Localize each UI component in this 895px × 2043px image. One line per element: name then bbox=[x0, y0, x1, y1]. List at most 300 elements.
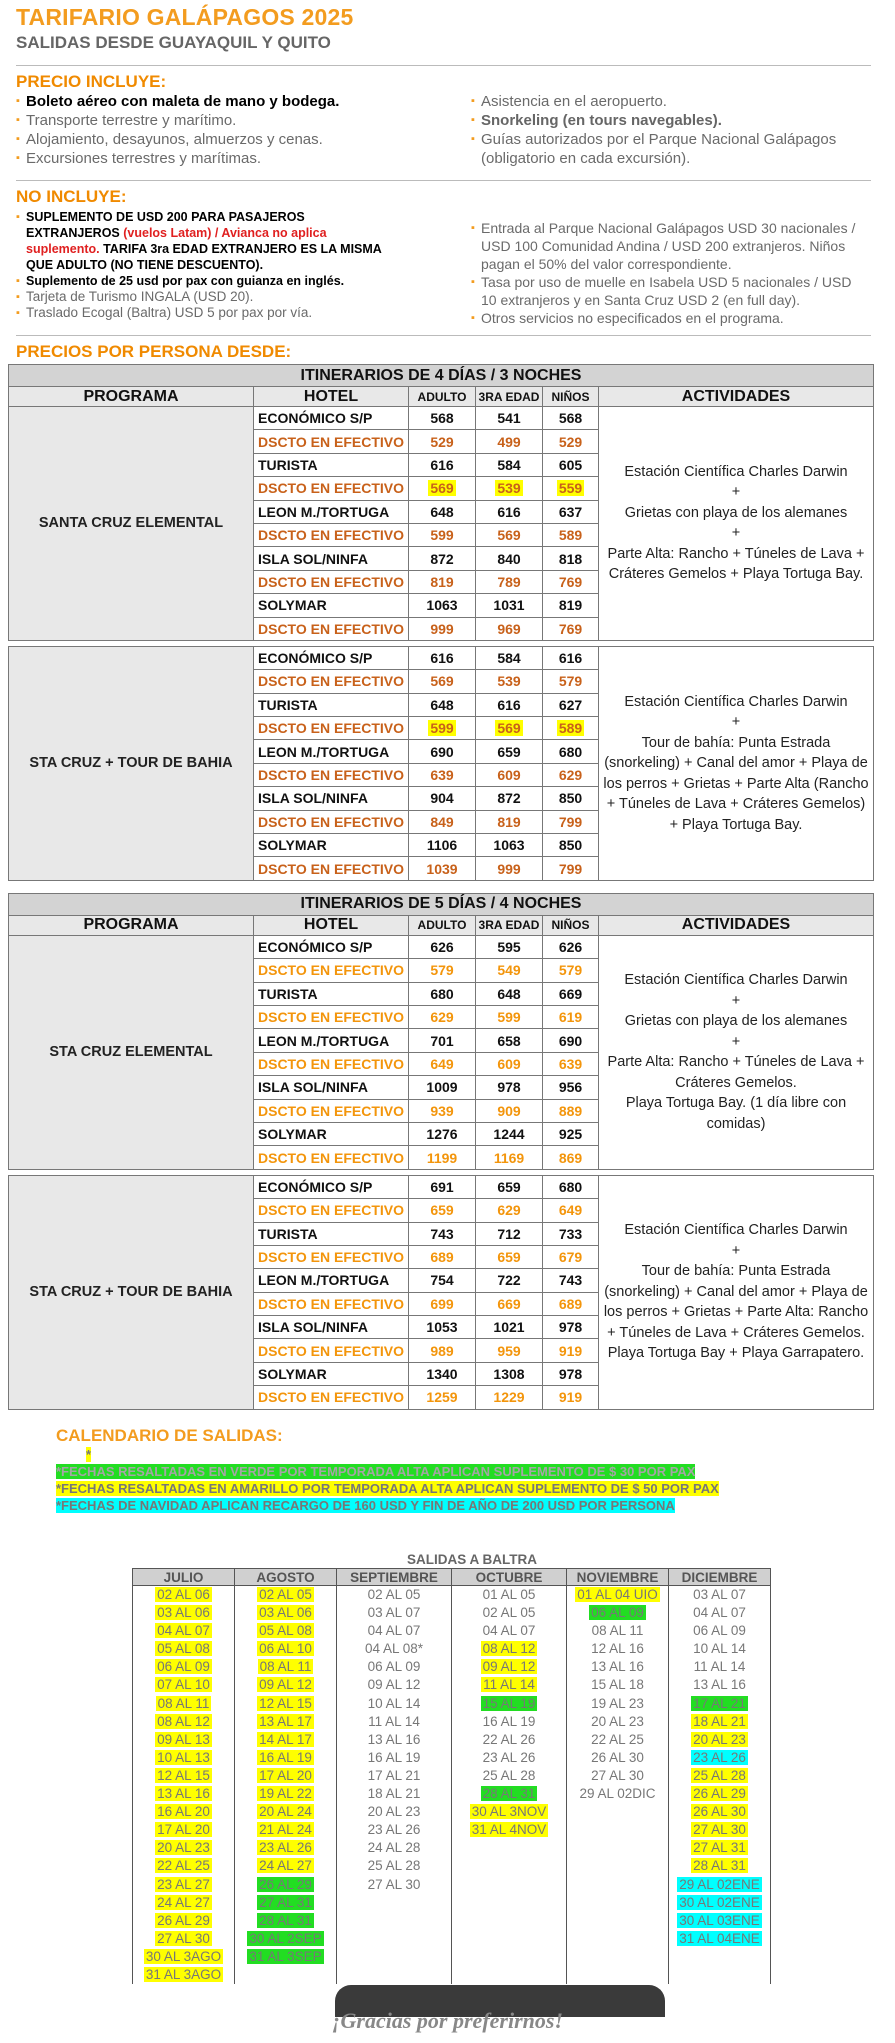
month-column-julio bbox=[133, 1568, 235, 1984]
date-range: 25 AL 28 bbox=[693, 1767, 746, 1783]
price-value: 925 bbox=[558, 1126, 583, 1143]
programa-cell: SANTA CRUZ ELEMENTAL bbox=[9, 407, 254, 641]
ninos-price bbox=[543, 1316, 599, 1339]
date-range: 23 AL 26 bbox=[693, 1749, 746, 1765]
date-cell bbox=[452, 1767, 566, 1785]
date-range: 08 AL 11 bbox=[259, 1659, 312, 1675]
tercera-edad-price bbox=[476, 717, 543, 740]
hotel-cell: LEON M./TORTUGA bbox=[254, 500, 409, 523]
date-range: 29 AL 02DIC bbox=[579, 1786, 656, 1802]
actividad-line: + bbox=[731, 525, 741, 542]
ninos-price bbox=[543, 1146, 599, 1169]
adulto-price bbox=[409, 1269, 476, 1292]
date-range: 11 AL 14 bbox=[483, 1677, 535, 1693]
date-range: 10 AL 14 bbox=[367, 1695, 421, 1711]
date-range: 31 AL 3SEP bbox=[249, 1948, 322, 1964]
date-cell bbox=[133, 1876, 234, 1894]
tercera-edad-price bbox=[476, 834, 543, 857]
hotel-cell: TURISTA bbox=[254, 693, 409, 716]
list-item: ▪ Guías autorizados por el Parque Nacional Galápagos (obligatorio en cada excursión). bbox=[471, 130, 861, 168]
actividad-line: Estación Científica Charles Darwin bbox=[624, 972, 848, 989]
price-value: 569 bbox=[497, 527, 521, 544]
actividad-line: + bbox=[731, 714, 741, 731]
date-range: 23 AL 26 bbox=[367, 1822, 421, 1838]
price-value: 818 bbox=[558, 550, 583, 567]
col-ninos: NIÑOS bbox=[543, 915, 599, 935]
ninos-price bbox=[543, 1005, 599, 1028]
ninos-price bbox=[543, 1245, 599, 1268]
date-range: 16 AL 20 bbox=[157, 1804, 210, 1820]
date-cell bbox=[235, 1839, 336, 1857]
adulto-price bbox=[409, 810, 476, 833]
price-value: 869 bbox=[558, 1149, 583, 1166]
month-column-octubre bbox=[452, 1568, 567, 1984]
date-cell bbox=[337, 1749, 451, 1767]
date-cell bbox=[235, 1586, 336, 1604]
hotel-cell: DSCTO EN EFECTIVO bbox=[254, 430, 409, 453]
tercera-edad-price bbox=[476, 1245, 543, 1268]
date-cell bbox=[669, 1857, 770, 1875]
hotel-cell: DSCTO EN EFECTIVO bbox=[254, 1199, 409, 1222]
tercera-edad-price bbox=[476, 453, 543, 476]
date-cell bbox=[337, 1604, 451, 1622]
date-range: 23 AL 26 bbox=[482, 1749, 536, 1765]
month-header: JULIO bbox=[133, 1568, 234, 1586]
programa-cell: STA CRUZ ELEMENTAL bbox=[9, 935, 254, 1169]
date-cell bbox=[235, 1604, 336, 1622]
precios-heading: PRECIOS POR PERSONA DESDE: bbox=[16, 342, 292, 361]
adulto-price bbox=[409, 453, 476, 476]
date-cell bbox=[567, 1767, 668, 1785]
actividad-line: Grietas con playa de los alemanes bbox=[624, 504, 848, 521]
hotel-cell: TURISTA bbox=[254, 982, 409, 1005]
ninos-price bbox=[543, 570, 599, 593]
hotel-cell: DSCTO EN EFECTIVO bbox=[254, 857, 409, 880]
date-cell bbox=[669, 1821, 770, 1839]
calendar-title: SALIDAS A BALTRA bbox=[407, 1552, 537, 1567]
date-range: 03 AL 07 bbox=[693, 1587, 746, 1602]
suplemento-text: SUPLEMENTO DE USD 200 PARA PASAJEROS EXTRANJEROS bbox=[26, 210, 305, 240]
date-cell bbox=[452, 1749, 566, 1767]
hotel-cell: ECONÓMICO S/P bbox=[254, 646, 409, 669]
price-value: 799 bbox=[558, 860, 583, 877]
price-value: 840 bbox=[497, 550, 521, 567]
price-value: 769 bbox=[558, 573, 583, 590]
date-cell bbox=[669, 1894, 770, 1912]
price-value: 579 bbox=[430, 962, 454, 979]
date-cell bbox=[133, 1821, 234, 1839]
date-range: 26 AL 30 bbox=[693, 1804, 746, 1820]
price-value: 1106 bbox=[426, 837, 458, 854]
list-item bbox=[16, 209, 396, 273]
date-cell bbox=[669, 1785, 770, 1803]
tercera-edad-price bbox=[476, 1316, 543, 1339]
date-cell bbox=[567, 1604, 668, 1622]
star-mark: * bbox=[86, 1446, 92, 1462]
table-row bbox=[9, 646, 874, 669]
actividad-line: Parte Alta: Rancho + Túneles de Lava + bbox=[607, 545, 865, 562]
date-range: 26 AL 29 bbox=[157, 1912, 210, 1928]
page-title: TARIFARIO GALÁPAGOS 2025 bbox=[16, 4, 354, 30]
date-range: 26 AL 29 bbox=[693, 1786, 746, 1802]
tercera-edad-price bbox=[476, 982, 543, 1005]
no-incluye-left-list bbox=[16, 209, 471, 327]
price-value: 639 bbox=[430, 767, 454, 784]
date-range: 19 AL 23 bbox=[591, 1695, 644, 1711]
tercera-edad-price bbox=[476, 1029, 543, 1052]
price-value: 1063 bbox=[426, 597, 458, 614]
price-value: 639 bbox=[558, 1055, 583, 1072]
hotel-cell: TURISTA bbox=[254, 1222, 409, 1245]
incluye-heading: PRECIO INCLUYE: bbox=[16, 72, 167, 91]
date-range: 23 AL 26 bbox=[259, 1840, 312, 1856]
price-value: 1244 bbox=[493, 1126, 525, 1143]
thanks-text: ¡Gracias por preferirnos! bbox=[331, 2008, 564, 2033]
price-value: 872 bbox=[430, 550, 454, 567]
programa-cell: STA CRUZ + TOUR DE BAHIA bbox=[9, 1175, 254, 1409]
adulto-price bbox=[409, 430, 476, 453]
date-cell bbox=[669, 1658, 770, 1676]
price-value: 1031 bbox=[493, 597, 525, 614]
date-cell bbox=[669, 1731, 770, 1749]
divider bbox=[16, 335, 871, 336]
adulto-price bbox=[409, 1199, 476, 1222]
date-cell bbox=[452, 1586, 566, 1604]
adulto-price bbox=[409, 763, 476, 786]
price-value: 659 bbox=[497, 1178, 521, 1195]
date-cell bbox=[235, 1912, 336, 1930]
date-cell bbox=[235, 1749, 336, 1767]
date-range: 09 AL 12 bbox=[367, 1677, 421, 1693]
col-adulto: ADULTO bbox=[409, 387, 476, 407]
price-value: 689 bbox=[558, 1295, 583, 1312]
date-range: 22 AL 25 bbox=[591, 1731, 644, 1747]
price-value: 850 bbox=[558, 837, 583, 854]
price-value: 850 bbox=[558, 790, 583, 807]
tercera-edad-price bbox=[476, 857, 543, 880]
ninos-price bbox=[543, 693, 599, 716]
date-range: 11 AL 14 bbox=[693, 1659, 746, 1675]
date-range: 12 AL 15 bbox=[157, 1767, 210, 1783]
month-column-diciembre bbox=[669, 1568, 771, 1984]
list-item: ▪ Traslado Ecogal (Baltra) USD 5 por pax por vía. bbox=[16, 305, 471, 321]
price-value: 626 bbox=[430, 939, 454, 955]
hotel-cell: ISLA SOL/NINFA bbox=[254, 547, 409, 570]
tercera-edad-price bbox=[476, 523, 543, 546]
tercera-edad-price bbox=[476, 617, 543, 640]
actividad-line: + bbox=[731, 1033, 741, 1050]
adulto-price bbox=[409, 857, 476, 880]
price-value: 579 bbox=[558, 673, 583, 690]
month-column-septiembre bbox=[337, 1568, 452, 1984]
table-title-row bbox=[9, 365, 874, 387]
date-range: 25 AL 28 bbox=[482, 1767, 536, 1783]
date-cell bbox=[235, 1658, 336, 1676]
ninos-price bbox=[543, 617, 599, 640]
date-range: 27 AL 31 bbox=[693, 1840, 746, 1856]
tercera-edad-price bbox=[476, 1269, 543, 1292]
tercera-edad-price bbox=[476, 547, 543, 570]
date-cell bbox=[337, 1695, 451, 1713]
ninos-price bbox=[543, 982, 599, 1005]
price-value: 978 bbox=[558, 1319, 583, 1336]
adulto-price bbox=[409, 834, 476, 857]
date-cell bbox=[452, 1803, 566, 1821]
ninos-price bbox=[543, 1362, 599, 1385]
adulto-price bbox=[409, 959, 476, 982]
ninos-price bbox=[543, 810, 599, 833]
col-hotel: HOTEL bbox=[254, 387, 409, 407]
date-cell bbox=[452, 1676, 566, 1694]
price-value: 669 bbox=[497, 1295, 521, 1312]
price-value: 978 bbox=[497, 1079, 521, 1096]
calendar bbox=[132, 1552, 812, 1984]
page-subtitle: SALIDAS DESDE GUAYAQUIL Y QUITO bbox=[16, 33, 331, 52]
date-range: 15 AL 19 bbox=[482, 1695, 536, 1711]
adulto-price bbox=[409, 787, 476, 810]
tercera-edad-price bbox=[476, 1339, 543, 1362]
price-value: 1021 bbox=[493, 1319, 525, 1336]
price-value: 690 bbox=[558, 1032, 583, 1049]
tercera-edad-price bbox=[476, 1122, 543, 1145]
adulto-price bbox=[409, 982, 476, 1005]
date-range: 30 AL 3AGO bbox=[145, 1948, 222, 1964]
note-yellow-text: *FECHAS RESALTADAS EN AMARILLO POR TEMPORADA ALTA APLICAN SUPLEMENTO DE $ 50 POR PAX bbox=[56, 1480, 719, 1496]
divider bbox=[16, 65, 871, 66]
adulto-price bbox=[409, 1292, 476, 1315]
hotel-cell: LEON M./TORTUGA bbox=[254, 1029, 409, 1052]
date-range: 16 AL 19 bbox=[259, 1749, 312, 1765]
price-value: 722 bbox=[497, 1272, 521, 1289]
date-cell bbox=[337, 1586, 451, 1604]
ninos-price bbox=[543, 763, 599, 786]
date-cell bbox=[235, 1876, 336, 1894]
date-cell bbox=[133, 1658, 234, 1676]
date-cell bbox=[133, 1912, 234, 1930]
date-cell bbox=[133, 1604, 234, 1622]
note-cyan-text: *FECHAS DE NAVIDAD APLICAN RECARGO DE 160 USD Y FIN DE AÑO DE 200 USD POR PERSONA bbox=[56, 1497, 675, 1513]
table-row bbox=[9, 935, 874, 958]
table-row bbox=[9, 1175, 874, 1198]
programa-cell: STA CRUZ + TOUR DE BAHIA bbox=[9, 646, 254, 880]
price-value: 529 bbox=[558, 433, 583, 450]
price-value: 689 bbox=[430, 1249, 454, 1266]
hotel-cell: SOLYMAR bbox=[254, 1362, 409, 1385]
date-cell bbox=[567, 1658, 668, 1676]
date-cell bbox=[235, 1622, 336, 1640]
price-value: 679 bbox=[558, 1249, 583, 1266]
list-item: ▪ Excursiones terrestres y marítimas. bbox=[16, 149, 471, 168]
date-range: 31 AL 4NOV bbox=[471, 1822, 547, 1838]
date-cell bbox=[452, 1785, 566, 1803]
date-cell bbox=[669, 1640, 770, 1658]
adulto-price bbox=[409, 1222, 476, 1245]
date-range: 30 AL 2SEP bbox=[249, 1930, 322, 1946]
price-value: 649 bbox=[558, 1202, 583, 1219]
actividad-line: Playa Tortuga Bay + Playa Garrapatero. bbox=[607, 1345, 865, 1362]
adulto-price bbox=[409, 1029, 476, 1052]
price-value: 568 bbox=[558, 410, 583, 427]
price-value: 872 bbox=[497, 790, 521, 807]
price-value: 605 bbox=[558, 456, 583, 473]
price-value: 539 bbox=[497, 480, 521, 497]
price-value: 539 bbox=[497, 673, 521, 690]
date-range: 10 AL 13 bbox=[157, 1749, 210, 1765]
date-cell bbox=[235, 1731, 336, 1749]
month-header: OCTUBRE bbox=[452, 1568, 566, 1586]
tercera-edad-price bbox=[476, 1146, 543, 1169]
date-range: 27 AL 30 bbox=[367, 1876, 421, 1892]
date-range: 01 AL 05 bbox=[482, 1587, 536, 1602]
price-value: 584 bbox=[497, 650, 521, 667]
date-cell bbox=[235, 1676, 336, 1694]
tercera-edad-price bbox=[476, 1222, 543, 1245]
date-cell bbox=[567, 1695, 668, 1713]
date-cell bbox=[133, 1622, 234, 1640]
adulto-price bbox=[409, 407, 476, 430]
price-value: 589 bbox=[558, 527, 583, 544]
date-range: 06 AL 09 bbox=[693, 1623, 746, 1639]
ninos-price bbox=[543, 1029, 599, 1052]
tercera-edad-price bbox=[476, 670, 543, 693]
month-header: DICIEMBRE bbox=[669, 1568, 770, 1586]
date-range: 23 AL 27 bbox=[157, 1876, 210, 1892]
date-range: 27 AL 30 bbox=[591, 1767, 644, 1783]
adulto-price bbox=[409, 646, 476, 669]
date-cell bbox=[567, 1640, 668, 1658]
ninos-price bbox=[543, 453, 599, 476]
actividad-line: + bbox=[731, 484, 741, 501]
incluye-right-list bbox=[471, 92, 861, 168]
date-range: 19 AL 22 bbox=[259, 1786, 312, 1802]
date-range: 04 AL 07 bbox=[693, 1605, 746, 1621]
date-cell bbox=[337, 1713, 451, 1731]
date-cell bbox=[337, 1767, 451, 1785]
price-value: 659 bbox=[430, 1202, 454, 1219]
price-value: 733 bbox=[558, 1225, 583, 1242]
date-cell bbox=[567, 1676, 668, 1694]
no-incluye-section bbox=[16, 207, 888, 327]
adulto-price bbox=[409, 1052, 476, 1075]
tercera-edad-price bbox=[476, 1362, 543, 1385]
price-value: 969 bbox=[497, 620, 521, 637]
price-value: 939 bbox=[430, 1102, 454, 1119]
date-range: 13 AL 16 bbox=[157, 1786, 210, 1802]
date-range: 29 AL 02ENE bbox=[679, 1876, 760, 1892]
date-cell bbox=[235, 1803, 336, 1821]
date-range: 02 AL 05 bbox=[259, 1587, 312, 1602]
price-value: 701 bbox=[430, 1032, 454, 1049]
date-range: 09 AL 13 bbox=[157, 1731, 210, 1747]
date-cell bbox=[337, 1622, 451, 1640]
hotel-cell: DSCTO EN EFECTIVO bbox=[254, 523, 409, 546]
date-cell bbox=[669, 1586, 770, 1604]
ninos-price bbox=[543, 430, 599, 453]
date-range: 30 AL 3NOV bbox=[471, 1804, 547, 1820]
price-value: 690 bbox=[430, 743, 454, 760]
price-value: 569 bbox=[430, 673, 454, 690]
date-cell bbox=[133, 1767, 234, 1785]
hotel-cell: DSCTO EN EFECTIVO bbox=[254, 1005, 409, 1028]
ninos-price bbox=[543, 670, 599, 693]
price-value: 658 bbox=[497, 1032, 521, 1049]
actividad-line: Estación Científica Charles Darwin bbox=[624, 693, 848, 710]
date-range: 20 AL 23 bbox=[591, 1713, 644, 1729]
adulto-price bbox=[409, 1005, 476, 1028]
tercera-edad-price bbox=[476, 959, 543, 982]
document bbox=[8, 0, 888, 1514]
hotel-cell: ISLA SOL/NINFA bbox=[254, 1316, 409, 1339]
price-value: 584 bbox=[497, 456, 521, 473]
tercera-edad-price bbox=[476, 1292, 543, 1315]
date-range: 25 AL 28 bbox=[367, 1858, 421, 1874]
tercera-edad-price bbox=[476, 1175, 543, 1198]
date-range: 05 AL 08 bbox=[259, 1623, 312, 1639]
tercera-edad-price bbox=[476, 1005, 543, 1028]
table-title-row bbox=[9, 893, 874, 915]
date-range: 22 AL 25 bbox=[157, 1858, 210, 1874]
date-cell bbox=[669, 1930, 770, 1948]
price-value: 659 bbox=[497, 743, 521, 760]
price-value: 549 bbox=[497, 962, 521, 979]
date-cell bbox=[133, 1749, 234, 1767]
date-cell bbox=[235, 1948, 336, 1966]
date-range: 27 AL 31 bbox=[259, 1894, 312, 1910]
actividades-cell bbox=[599, 1175, 874, 1409]
date-range: 03 AL 07 bbox=[367, 1605, 421, 1621]
col-ninos: NIÑOS bbox=[543, 387, 599, 407]
date-range: 17 AL 20 bbox=[157, 1822, 210, 1838]
list-item: ▪ Suplemento de 25 usd por pax con guianza en inglés. bbox=[16, 273, 471, 289]
date-range: 04 AL 07 bbox=[157, 1623, 210, 1639]
hotel-cell: DSCTO EN EFECTIVO bbox=[254, 1146, 409, 1169]
date-cell bbox=[133, 1803, 234, 1821]
month-header: AGOSTO bbox=[235, 1568, 336, 1586]
tercera-edad-price bbox=[476, 740, 543, 763]
note-cyan bbox=[56, 1497, 888, 1514]
tercera-edad-price bbox=[476, 430, 543, 453]
date-range: 12 AL 15 bbox=[259, 1695, 312, 1711]
date-cell bbox=[235, 1640, 336, 1658]
month-column-agosto bbox=[235, 1568, 337, 1984]
date-range: 22 AL 26 bbox=[482, 1731, 536, 1747]
date-cell bbox=[669, 1604, 770, 1622]
price-value: 680 bbox=[558, 743, 583, 760]
hotel-cell: TURISTA bbox=[254, 453, 409, 476]
date-range: 24 AL 28 bbox=[367, 1840, 421, 1856]
actividad-line: Estación Científica Charles Darwin bbox=[624, 1222, 848, 1239]
table-row bbox=[9, 407, 874, 430]
calendar-grid bbox=[132, 1568, 812, 1984]
date-cell bbox=[452, 1695, 566, 1713]
price-value: 629 bbox=[430, 1009, 454, 1026]
date-range: 04 AL 07 bbox=[482, 1623, 536, 1639]
date-range: 12 AL 16 bbox=[591, 1641, 644, 1657]
price-value: 789 bbox=[497, 573, 521, 590]
date-cell bbox=[337, 1658, 451, 1676]
actividades-cell bbox=[599, 935, 874, 1169]
price-value: 541 bbox=[497, 410, 521, 427]
actividad-line: Cráteres Gemelos + Playa Tortuga Bay. bbox=[608, 566, 864, 583]
adulto-price bbox=[409, 477, 476, 500]
hotel-cell: DSCTO EN EFECTIVO bbox=[254, 717, 409, 740]
date-range: 02 AL 05 bbox=[367, 1587, 421, 1602]
column-header-row bbox=[9, 387, 874, 407]
date-range: 24 AL 27 bbox=[157, 1894, 210, 1910]
hotel-cell: DSCTO EN EFECTIVO bbox=[254, 477, 409, 500]
date-cell bbox=[452, 1622, 566, 1640]
price-value: 909 bbox=[497, 1102, 521, 1119]
